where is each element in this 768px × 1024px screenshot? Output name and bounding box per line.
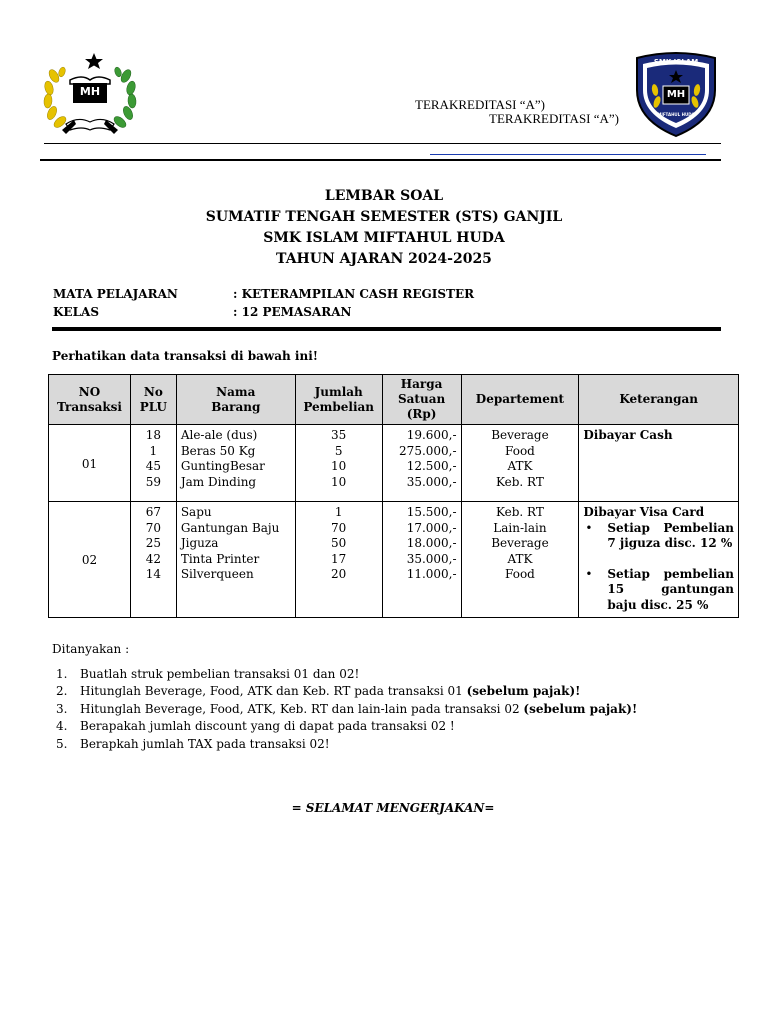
header-jumlah: Jumlah Pembelian bbox=[295, 375, 382, 425]
keterangan-bullet: • Setiap pembelian 15 gantungan baju disc. 25 % bbox=[585, 566, 734, 612]
cell-no-transaksi: 02 bbox=[49, 502, 131, 618]
left-logo-text: MH bbox=[79, 85, 101, 98]
header-rule-thin bbox=[44, 143, 721, 144]
header-no-plu: No PLU bbox=[130, 375, 176, 425]
table-header-row bbox=[49, 375, 739, 425]
right-logo-bottom-text: MIFTAHUL HUDA bbox=[657, 112, 695, 117]
right-logo bbox=[631, 50, 721, 138]
cell-nama-barang: Sapu Gantungan Baju Jiguza Tinta Printer Silverqueen bbox=[176, 502, 295, 618]
cell-plu: 18 1 45 59 bbox=[130, 425, 176, 502]
header-departement: Departement bbox=[461, 375, 579, 425]
list-item: 4. Berapakah jumlah discount yang di dapat pada transaksi 02 ! bbox=[56, 719, 455, 734]
right-logo-top-text: SMK ISLAM bbox=[653, 58, 699, 66]
keterangan-bullet: • Setiap Pembelian 7 jiguza disc. 12 % bbox=[585, 520, 734, 550]
bullet-icon: • bbox=[585, 520, 593, 535]
cell-keterangan bbox=[579, 502, 739, 618]
cell-plu: 67 70 25 42 14 bbox=[130, 502, 176, 618]
cell-jumlah: 1 70 50 17 20 bbox=[295, 502, 382, 618]
questions-label: Ditanyakan : bbox=[52, 642, 130, 656]
subject-label: MATA PELAJARAN bbox=[53, 287, 178, 301]
list-item: 3. Hitunglah Beverage, Food, ATK, Keb. RT dan lain-lain pada transaksi 02 (sebelum pajak)! bbox=[56, 701, 638, 716]
header-no-transaksi: NO Transaksi bbox=[49, 375, 131, 425]
cell-harga: 15.500,- 17.000,- 18.000,- 35.000,- 11.000,- bbox=[382, 502, 461, 618]
cell-no-transaksi: 01 bbox=[49, 425, 131, 502]
cell-departement: Beverage Food ATK Keb. RT bbox=[461, 425, 579, 502]
header-harga: Harga Satuan (Rp) bbox=[382, 375, 461, 425]
keterangan-title: Dibayar Cash bbox=[583, 428, 673, 442]
header-rule-thick bbox=[40, 159, 721, 161]
list-item: 2. Hitunglah Beverage, Food, ATK dan Keb. RT pada transaksi 01 (sebelum pajak)! bbox=[56, 684, 581, 699]
cell-keterangan bbox=[579, 425, 739, 502]
cell-nama-barang: Ale-ale (dus) Beras 50 Kg GuntingBesar Jam Dinding bbox=[176, 425, 295, 502]
keterangan-title: Dibayar Visa Card bbox=[583, 505, 705, 519]
table-row bbox=[49, 425, 739, 502]
class-value: : 12 PEMASARAN bbox=[233, 305, 352, 319]
cell-harga: 19.600,- 275.000,- 12.500,- 35.000,- bbox=[382, 425, 461, 502]
doc-title-4: TAHUN AJARAN 2024-2025 bbox=[276, 251, 492, 267]
header-keterangan: Keterangan bbox=[579, 375, 739, 425]
accreditation-line-2: TERAKREDITASI “A”) bbox=[489, 111, 620, 126]
meta-rule-thick bbox=[52, 327, 721, 331]
list-item: 5. Berapkah jumlah TAX pada transaksi 02! bbox=[56, 736, 330, 751]
bullet-icon: • bbox=[585, 566, 593, 581]
doc-title-2: SUMATIF TENGAH SEMESTER (STS) GANJIL bbox=[205, 209, 563, 225]
header-rule-blue bbox=[430, 154, 706, 155]
questions-list bbox=[56, 666, 637, 753]
doc-title-3: SMK ISLAM MIFTAHUL HUDA bbox=[263, 230, 505, 246]
left-logo bbox=[40, 50, 140, 140]
cell-jumlah: 35 5 10 10 bbox=[295, 425, 382, 502]
transaction-table bbox=[48, 374, 739, 618]
cell-departement: Keb. RT Lain-lain Beverage ATK Food bbox=[461, 502, 579, 618]
closing-text: = SELAMAT MENGERJAKAN= bbox=[291, 801, 495, 815]
intro-text: Perhatikan data transaksi di bawah ini! bbox=[52, 349, 319, 363]
table-row bbox=[49, 502, 739, 618]
accreditation-line-1: TERAKREDITASI “A”) bbox=[415, 97, 546, 112]
class-label: KELAS bbox=[53, 305, 99, 319]
header-nama-barang: Nama Barang bbox=[176, 375, 295, 425]
doc-title-1: LEMBAR SOAL bbox=[324, 188, 444, 204]
list-item: 1. Buatlah struk pembelian transaksi 01 dan 02! bbox=[56, 667, 360, 681]
right-logo-text: MH bbox=[666, 89, 686, 100]
subject-value: : KETERAMPILAN CASH REGISTER bbox=[233, 287, 475, 301]
